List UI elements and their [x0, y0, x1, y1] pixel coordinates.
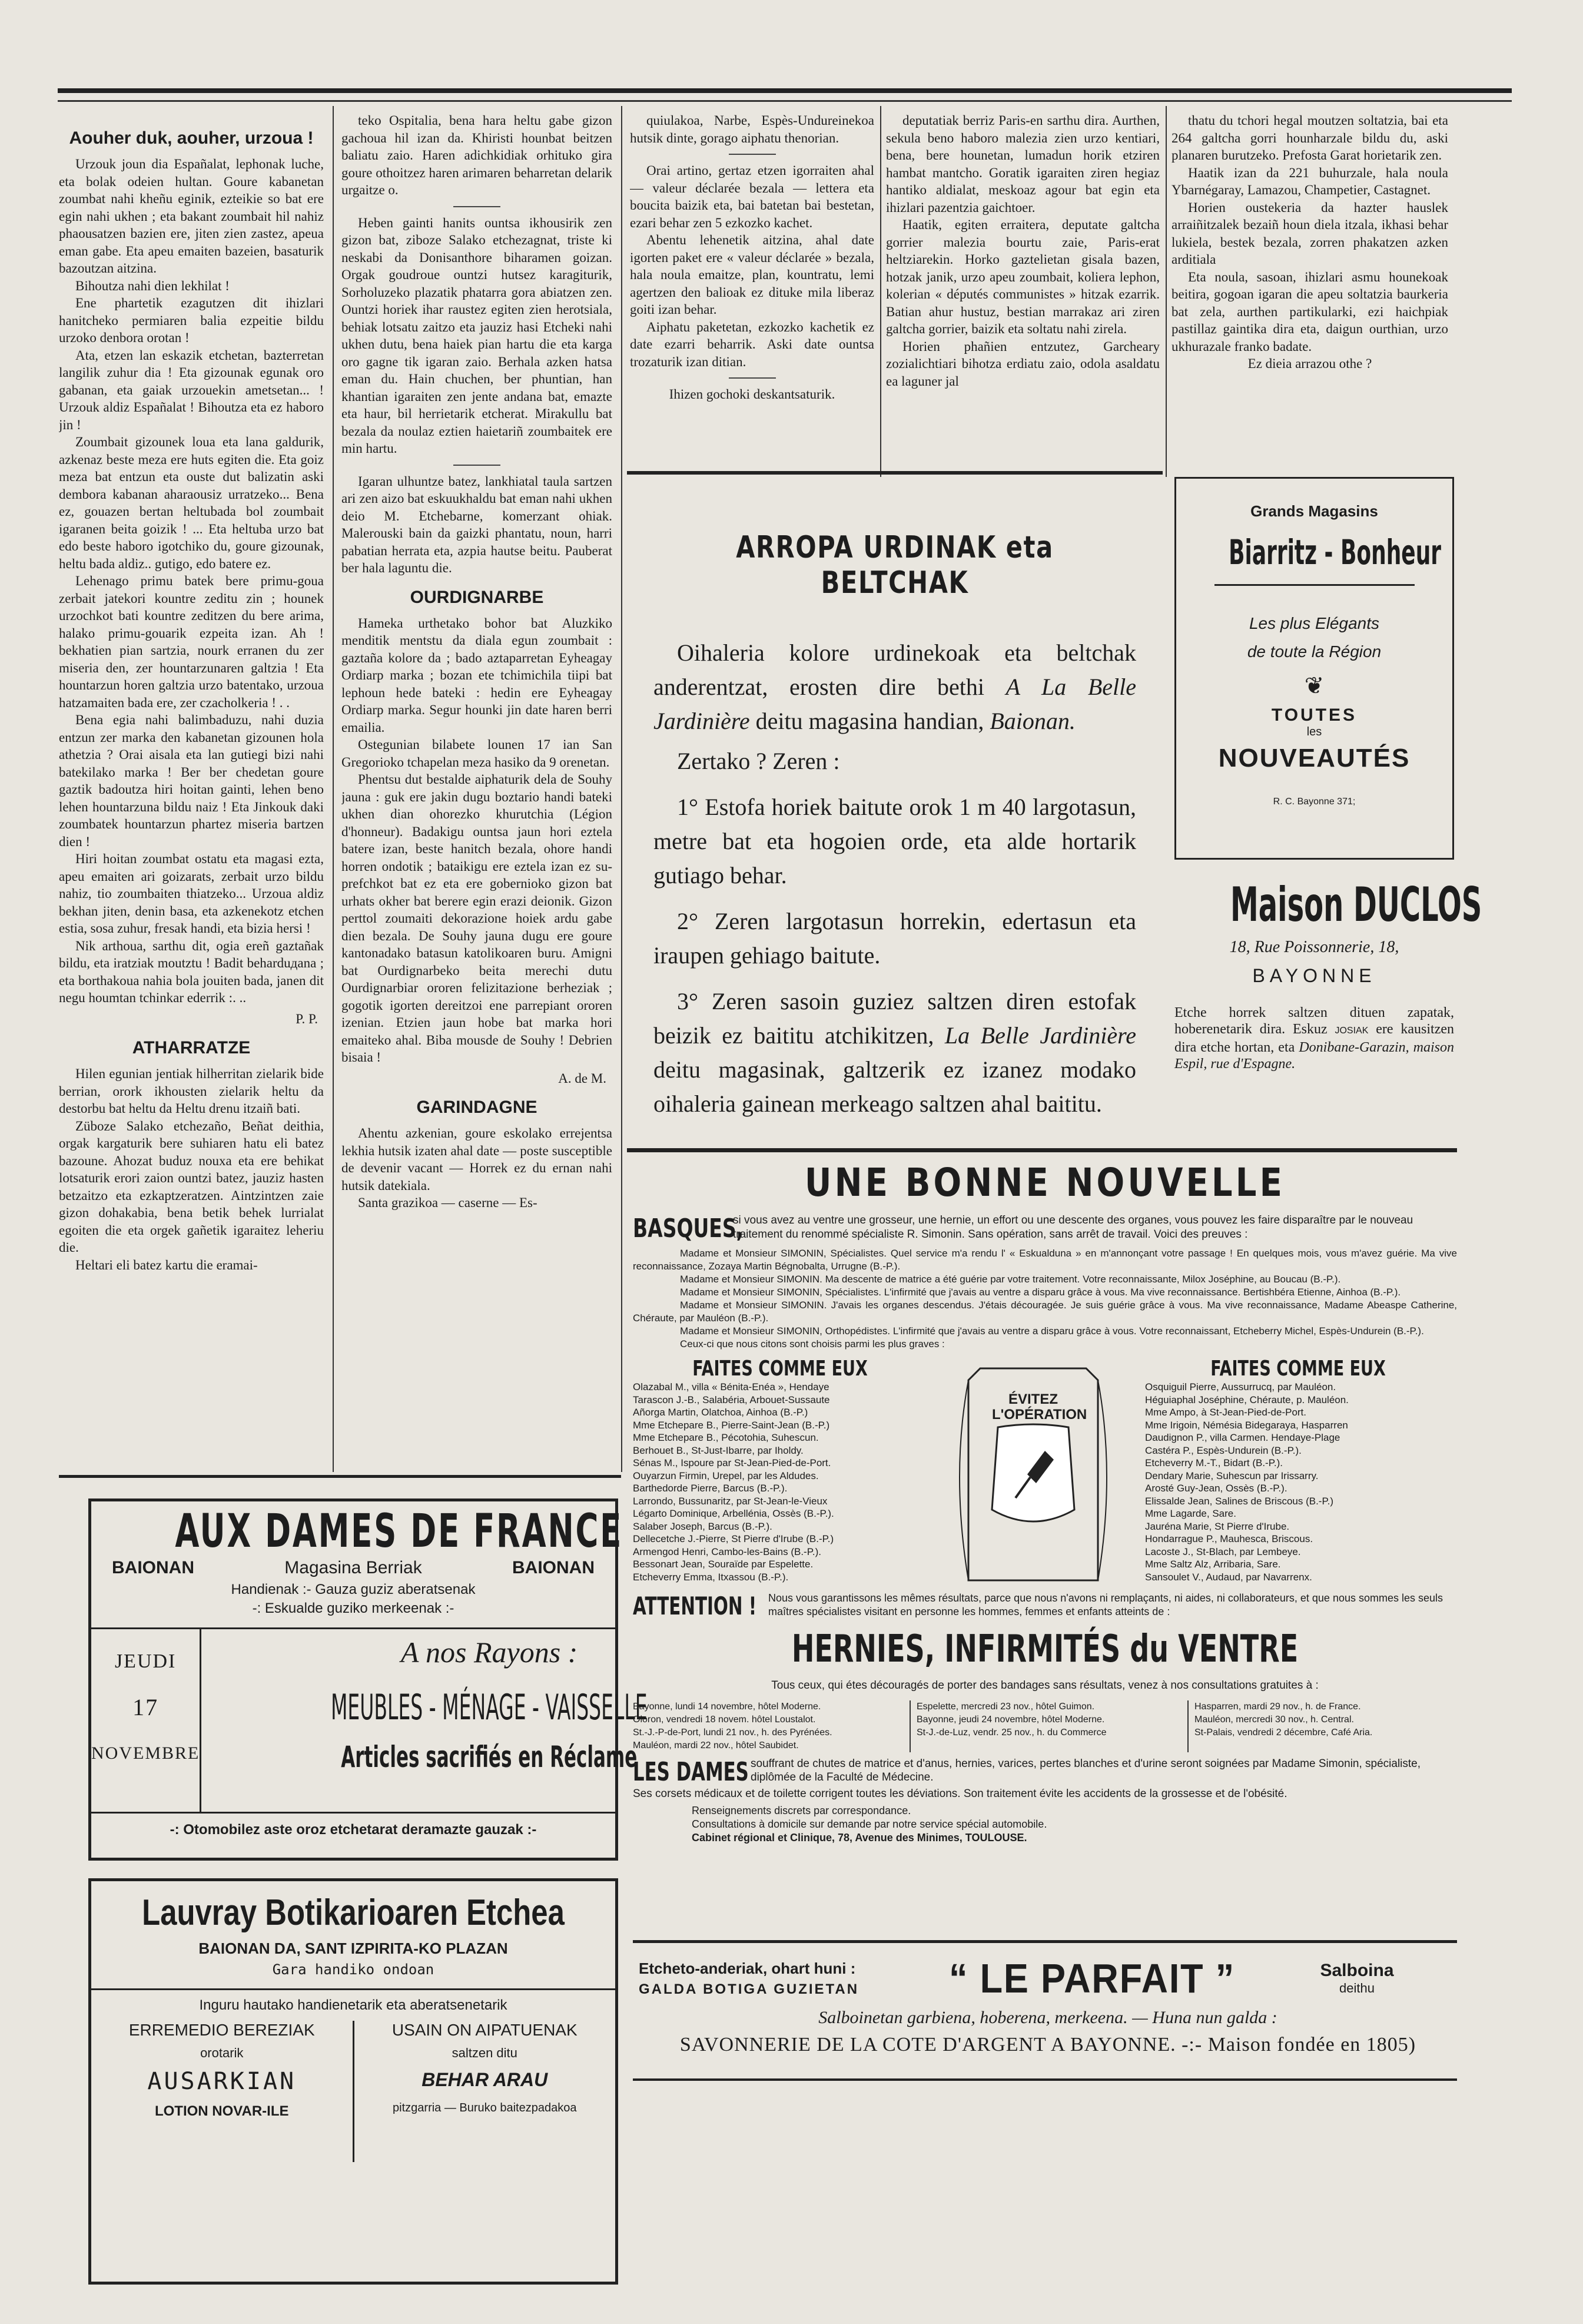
ad-biarritz-bonheur [1174, 477, 1454, 860]
paragraph: Hiri hoitan zoumbat ostatu eta magasi ezta, apeu emaiten ari goizarats, zerbait urzo bildu nahiz, tio zoumbaiten thiatzeko... Urzoua aldiz bekhan jiten, denin basa, eta azkenekotz etchen estia, sosa zuhur, fresak handi, eta bizia hersi ! [59, 851, 324, 936]
paragraph: teko Ospitalia, bena hara heltu gabe gizon gachoua hil izan da. Khiristi hounbat beitzen baliatu zaio. Haren adichkidiak orhituko gira goure othoitzez haren arimaren beharretan delarik urgaitze o. [341, 113, 612, 197]
ad-text: SAVONNERIE DE LA COTE D'ARGENT A BAYONNE. -:- Maison fondée en 1805) [679, 2034, 1416, 2056]
list-item: Mme Saltz Alz, Arribaria, Sare. [1145, 1559, 1281, 1570]
paragraph: Züboze Salako etchezaño, Beñat deithia, orgak kargaturik bere suhiaren hatu eli batez bazoune. Ahozat buduz nouxa eta ere behikat lotsaturik erori zaion ountzi batez, jauziz hasten betzaitzo eta ezkaptzeratzen. Aintzintzen zaie gizon dohakabia, bena betik behek lurrialat egoiten die eta orgek gañetik igaraitez leheriu die. [59, 1118, 324, 1255]
ad-text: JOSIAK [1335, 1026, 1369, 1036]
paragraph: Bihoutza nahi dien lekhilat ! [75, 278, 230, 293]
column-divider [1166, 106, 1167, 477]
schedule-item: Mauléon, mercredi 30 nov., h. Central. [1194, 1715, 1354, 1725]
info-line: Consultations à domicile sur demande par notre service spécial automobile. [692, 1818, 1047, 1830]
schedule-item: Mauléon, mardi 22 nov., hôtel Saubidet. [633, 1740, 799, 1751]
paragraph: Urzouk joun dia Españalat, lephonak luche, eta bolak odeien hultan. Goure kabanetan zoumbat nahi kheñu eginik, ezteikie so bat ere egin nahi ukhen ; eta bakant zoumbait hil nahiz phaousatzen bazien ere, jiten zien zastez, apeua eman gabe. Eta apeu emaiten bazeien, basaturik bazoutzan aitzina. [59, 157, 324, 276]
ad-text: BAYONNE [1252, 965, 1376, 986]
list-item: Elissalde Jean, Salines de Briscous (B.-P.) [1145, 1495, 1334, 1507]
ad-text: deithu [1339, 1981, 1375, 1995]
fleur-icon: ❦ [1304, 672, 1325, 699]
column-divider [333, 106, 334, 1472]
paragraph: Aiphatu paketetan, ezkozko kachetik ez date ezarri beharrik. Aski date ountsa trozaturik izan ditian. [630, 319, 874, 369]
top-rule [58, 88, 1512, 93]
illustration [927, 1357, 1139, 1589]
testimonial: Madame et Monsieur SIMONIN, Orthopédistes. L'infirmité que j'avais au ventre a disparu grâce à vous. Votre reconnaissant, Etcheberry Michel, Espès-Undurein (B.-P.). [680, 1325, 1424, 1337]
ad-subtitle: Grands Magasins [1250, 502, 1378, 520]
testimonial: Madame et Monsieur SIMONIN. Ma descente de matrice a été guérie par votre traitement. Votre reconnaissante, Milox Joséphine, au Boucau (B.-P.). [680, 1274, 1341, 1285]
ad-text: de toute la Région [1247, 642, 1382, 661]
list-item: Añorga Martin, Olatchoa, Ainhoa (B.-P.) [633, 1407, 808, 1418]
ad-text: ERREMEDIO BEREZIAK [128, 2021, 315, 2039]
ad-text: Salboinetan garbiena, hoberena, merkeena. — Huna nun galda : [818, 2008, 1277, 2027]
ad-text-italic: La Belle Jardinière [944, 1022, 1136, 1049]
ad-text: A nos Rayons : [400, 1636, 578, 1669]
ad-title: Lauvray Botikarioaren Etchea [142, 1892, 565, 1933]
ad-text: Tous ceux, qui étes découragés de porter des bandages sans résultats, venez à nos consultations gratuites à : [771, 1679, 1319, 1692]
ad-text: 1° Estofa horiek baitute orok 1 m 40 largotasun, metre bat eta hogoien orde, eta alde hortarik gutiago behar. [653, 794, 1136, 889]
ad-title: UNE BONNE NOUVELLE [804, 1160, 1286, 1205]
faites-block [633, 1357, 1457, 1589]
ad-text: R. C. Bayonne 371; [1273, 797, 1356, 807]
paragraph: thatu du tchori hegal moutzen soltatzia, bai eta 264 galtcha gorri hounharzale bildu du, aski planaren burutzeko. Prefosta Garat horietarik zen. [1172, 113, 1448, 163]
date-month: NOVEMBRE [91, 1743, 200, 1763]
right-list [1145, 1381, 1451, 1583]
ad-title: AUX DAMES DE FRANCE [175, 1505, 623, 1558]
paragraph: deputatiak berriz Paris-en sarthu dira. Aurthen, sekula beno haboro malezia zien urzo kentiari, bena, bere hounetan, lumadun horik etziren hambat mantcho. Goratik igaraiten ziren hegiaz hantiko aldialat, meskoaz agour bat egin eta ihizlari pazentzia gaichtoer. [886, 113, 1160, 215]
section-title: ATHARRATZE [132, 1038, 251, 1057]
list-item: Mme Lagarde, Sare. [1145, 1508, 1236, 1519]
ad-text: deitu magasinak, galtzerik ez izanez modako oihaleria gainean merkeago saltzen ahal baititu. [653, 1056, 1136, 1117]
list-item: Mme Etchepare B., Pécotohia, Suhescun. [633, 1432, 819, 1443]
paragraph: Hilen egunian jentiak hilherritan zielarik bide berrian, orork ikhousten zielarik heltu da destorbu bat heltu da Heltu drenu itzaiñ bati. [59, 1066, 324, 1116]
ad-maison-duclos [1174, 877, 1482, 1125]
list-item: Tarascon J.-B., Salabéria, Arbouet-Sussaute [633, 1394, 830, 1405]
ad-text: TOUTES [1271, 705, 1358, 725]
ad-text: BAIONAN DA, SANT IZPIRITA-KO PLAZAN [198, 1940, 508, 1957]
list-item: Sansoulet V., Audaud, par Navarrenx. [1145, 1571, 1312, 1583]
paragraph: Santa grazikoa — caserne — Es- [358, 1195, 537, 1210]
ad-title: ARROPA URDINAK eta BELTCHAK [736, 530, 1054, 601]
column-5 [1172, 112, 1448, 442]
paragraph: Horien oustekeria da hazter hauslek arraiñitzalek bezaiñ houn diela itzala, ikhasi behar lukiela, bestek bezala, zorren phakatzen azken arditiala [1172, 200, 1448, 267]
paragraph: Ene phartetik ezagutzen dit ihizlari hanitcheko permiaren balia ezpeitie bildu urzoko denbora orotan ! [59, 296, 324, 345]
testimonial: Madame et Monsieur SIMONIN, Spécialistes. L'infirmité que j'avais au ventre a disparu grâce à vous. Ma vive reconnaissance. Bertishbéra Etienne, Ainhoa (B.-P.). [680, 1287, 1401, 1298]
ad-aux-dames-de-france [88, 1499, 648, 1861]
section-rule [627, 471, 1163, 475]
separator [453, 206, 500, 207]
list-item: Lacoste J., St-Blach, par Lembeye. [1145, 1546, 1301, 1557]
divider [91, 1812, 615, 1814]
ad-le-parfait [639, 1955, 1457, 2073]
paragraph: Horien phañien entzutez, Garcheary zozialichtiari bihotza erdiatu zaio, odola asaldatu ea laguner jal [886, 339, 1160, 389]
ad-text: -: Otomobilez aste oroz etchetarat deramazte gauzak :- [170, 1822, 537, 1838]
ad-text: GALDA BOTIGA GUZIETAN [639, 1981, 859, 1997]
paragraph: Zoumbait gizounek loua eta lana galdurik, azkenaz beste meza ere huts egiten die. Eta goiz meza bat entzun eta ouste dut balizatin aski dembora kabanan aharaousiz urratzeko... Bena ez, gouazen bertan heltubada bol zoumbait igaranen beita goizik ! ... Eta heltuba urzo bat edo beste haboro igotchiko du, goure gizounak, heltu bada aldiz.. gutigo, edo batere ez. [59, 435, 324, 571]
top-rule-thin [58, 100, 1512, 102]
faites-heading: FAITES COMME EUX [1210, 1357, 1386, 1381]
ad-text: Magasina Berriak [284, 1558, 422, 1577]
paragraph: Orai artino, gertaz etzen igorraiten ahal — valeur déclarée bezala — lettera eta boucita baizik eta, bai batetan bai bestetan, ezari behar zen 5 ezkozko kachet. [630, 163, 874, 230]
ad-text: USAIN ON AIPATUENAK [391, 2021, 578, 2039]
header-row [91, 1558, 615, 1578]
separator [729, 377, 776, 379]
date-number: 17 [132, 1694, 159, 1720]
info-line: Renseignements discrets par correspondance. [692, 1805, 911, 1816]
section-rule [59, 1475, 621, 1478]
ad-text: orotarik [200, 2045, 244, 2060]
caption-line: ÉVITEZ [1008, 1391, 1058, 1407]
attention-heading: ATTENTION ! [633, 1592, 757, 1620]
article-title: Aouher duk, aouher, urzoua ! [69, 128, 314, 148]
section-rule [633, 1940, 1457, 1943]
testimonial: Ceux-ci que nous citons sont choisis parmi les plus graves : [680, 1338, 945, 1350]
section-title: GARINDAGNE [416, 1098, 537, 1117]
ad-text: saltzen ditu [452, 2045, 517, 2060]
date-block [91, 1629, 201, 1812]
column-divider [621, 106, 622, 1472]
separator [729, 154, 776, 155]
ad-text: ere kausitzen dira etche hortan, eta [1174, 1022, 1455, 1055]
column-4 [886, 112, 1160, 459]
list-item: Ouyarzun Firmin, Urepel, par les Aldudes. [633, 1470, 819, 1481]
ad-text: Nous vous garantissons les mêmes résultats, parce que nous n'avons ni remplaçants, ni aides, ni collaborateurs, et que nous sommes les seuls maîtres spécialistes visitant en personne les hommes, femmes et enfants atteints de : [768, 1592, 1443, 1617]
illustration-caption [992, 1391, 1087, 1423]
faites-heading: FAITES COMME EUX [692, 1357, 868, 1381]
caption-line: L'OPÉRATION [992, 1407, 1087, 1423]
paragraph: Bena egia nahi balimbaduzu, nahi duzia entzun zer marka den kabanetan gizounen hola athetzia ? Orai aisala eta lan gutiegi bizi nahi batekilako marka ! Ber ber chedetan goure gaztik badoutza hiri hoitan gainti, lehen beno lehen hountarzuna bildu naiz ! Eta Jinkouk daki zoumbatek hountarzun phartez miseria bartzen dien ! [59, 712, 324, 849]
ad-text: Zertako ? Zeren : [677, 748, 840, 774]
paragraph: Abentu lehenetik aitzina, ahal date igorten paket ere « valeur déclarée » bezala, hala noula emaitze, plan, kountratu, lemi agertzen den balioak ez dituke mila liberaz goiti izan behar. [630, 233, 874, 317]
paragraph: Haatik izan da 221 buhurzale, hala noula Ybarnégaray, Lamazou, Champetier, Castagnet. [1172, 165, 1448, 197]
ad-text: Handienak :- Gauza guziz aberatsenak [231, 1582, 476, 1597]
list-item: Héguiaphal Joséphine, Chéraute, p. Mauléon. [1145, 1394, 1349, 1405]
ad-text: NOUVEAUTÉS [1218, 744, 1411, 773]
signature: A. de M. [558, 1070, 606, 1086]
ad-title: Maison DUCLOS [1230, 877, 1482, 932]
ad-text: si vous avez au ventre une grosseur, une hernie, un effort ou une descente des organes, vous pouvez les faire disparaître par le nouveau traitement du renommé spécialiste R. Simonin. Sans opération, sans arrêt de travail. Voici des preuves : [733, 1214, 1413, 1241]
list-item: Arosté Guy-Jean, Ossès (B.-P.). [1145, 1483, 1287, 1494]
list-item: Mme Etchepare B., Pierre-Saint-Jean (B.-P.) [633, 1419, 830, 1431]
ad-body [1174, 1004, 1454, 1072]
list-item: Castéra P., Espès-Undurein (B.-P.). [1145, 1444, 1302, 1456]
schedule-item: St-J.-de-Luz, vendr. 25 nov., h. du Commerce [917, 1728, 1107, 1738]
section-rule [633, 2078, 1457, 2081]
ad-text: souffrant de chutes de matrice et d'anus, hernies, varices, pertes blanches et d'urine seront soignées par Madame Simonin, spécialiste, diplômée de la Faculté de Médecine. [751, 1758, 1421, 1783]
schedule-item: Bayonne, lundi 14 novembre, hôtel Moderne. [633, 1702, 821, 1712]
list-item: Dellecetche J.-Pierre, St Pierre d'Irube (B.-P.) [633, 1533, 834, 1544]
paragraph: Ata, etzen lan eskazik etchetan, bazterretan langilik zuhur dia ! Eta gizounak egunak oro gabanan, eta gaiak urzouekin ametsetan... ! Urzouk aldiz Españalat ! Bihoutza eta ez haboro jin ! [59, 347, 324, 432]
list-item: Daudignon P., villa Carmen. Hendaye-Plage [1145, 1432, 1340, 1443]
ad-text: Articles sacrifiés en Réclame [341, 1740, 638, 1774]
middle-row [91, 1629, 648, 1812]
list-item: Barthedorde Pierre, Barcus (B.-P.). [633, 1483, 788, 1494]
attention-block [633, 1592, 1457, 1620]
ad-text: Inguru hautako handienetarik eta aberatsenetarik [199, 1997, 507, 2013]
ad-text: BEHAR ARAU [422, 2069, 548, 2090]
list-item: Jauréna Marie, St Pierre d'Irube. [1145, 1520, 1290, 1532]
ad-text: AUSARKIAN [147, 2068, 297, 2095]
list-item: Etcheverry Emma, Itxassou (B.-P.). [633, 1571, 789, 1583]
ad-text-italic: Baionan. [990, 708, 1076, 734]
testimonial: Madame et Monsieur SIMONIN, Spécialistes. Quel service m'a rendu l' « Eskualduna » en m'annonçant votre passage ! En quelques mois, vous m'avez guérie. Ma vive reconnaissance, Zozaya Martin Bégnobalta, Urrugne (B.-P.). [633, 1248, 1457, 1272]
list-item: Sénas M., Ispoure par St-Jean-Pied-de-Port. [633, 1457, 831, 1468]
ad-text: Oihaleria kolore urdinekoak eta beltchak anderentzat, erosten dire bethi [653, 639, 1136, 700]
hernies-heading: HERNIES, INFIRMITÉS du VENTRE [791, 1627, 1299, 1671]
rayons-block [201, 1629, 777, 1812]
schedule-item: Bayonne, jeudi 24 novembre, hôtel Moderne. [917, 1715, 1105, 1725]
ad-text: deitu magasina handian, [755, 708, 984, 734]
parfait-row [639, 1955, 1457, 2002]
list-item: Osquiguil Pierre, Aussurrucq, par Mauléon. [1145, 1381, 1336, 1393]
left-block [91, 2021, 354, 2162]
lauvray-columns [91, 2021, 615, 2162]
list-item: Etcheverry M.-T., Bidart (B.-P.). [1145, 1457, 1283, 1468]
paragraph: Nik arthoua, sarthu dit, ogia ereñ gaztañak bildu, eta iratziak moutztu ! Badit beharduдana ; eta borthakoua nahia bola jouiten bada, janen dit negu houmtan tchinkar ederrik :. .. [59, 938, 324, 1005]
list-item: Berhouet B., St-Just-Ibarre, par Iholdy. [633, 1444, 804, 1456]
ad-text: Etche horrek saltzen dituen zapatak, hoberenetarik dira. Eskuz [1174, 1005, 1454, 1037]
column-divider [880, 106, 881, 477]
schedule-item: St.-J.-P-de-Port, lundi 21 nov., h. des Pyrénées. [633, 1728, 832, 1738]
ad-text-italic: A La Belle Jardinière [653, 674, 1137, 734]
column-3 [630, 112, 874, 459]
ad-text: -: Eskualde guziko merkeenak :- [252, 1600, 454, 1616]
paragraph: Ostegunian bilabete lounen 17 ian San Gregorioko tchapelan meza hasiko da 9 orenetan. [341, 737, 612, 770]
list-item: Bessonart Jean, Souraïde par Espelette. [633, 1559, 814, 1570]
paragraph: Ahentu azkenian, goure eskolako errejentsa lekhia hutsik izaten ahal date — poste susceptible de devenir vacant — Horrek ez du ernan nahi hutsik datekiala. [341, 1126, 612, 1193]
ad-text: BAIONAN [512, 1558, 595, 1577]
signature: P. P. [296, 1011, 318, 1026]
ad-text: LOTION NOVAR-ILE [154, 2103, 289, 2119]
date-day: JEUDI [114, 1650, 177, 1672]
ad-text: 3° Zeren sasoin guziez saltzen diren estofak beizik ez baititu atchikitzen, [653, 988, 1136, 1049]
paragraph: Igaran ulhuntze batez, lankhiatal taula sartzen ari zen aizo bat eskuukhaldu bat eman nahi ukhen deio M. Etchebarne, komerzant ohiak. Malerouski bain da gaizki phantatu, noun, harri pabatian herrata eta, azpia hautse beitu. Pauberat ber hala laguntu die. [341, 473, 612, 575]
paragraph: Haatik, egiten erraitera, deputate galtcha gorrier malezia bourtu zaie, Paris-erat heltziarekin. Horko gaztelietan gisala bazen, hotzak janik, urzo apeu zoumbait, koliera lephon, kolerian « députés communistes » hitzak ezarrik. Batian ahur hustuz, bestian marrakaz ari ziren galtcha gorrier, baizik eta soltatu nahi zirela. [886, 217, 1160, 336]
ad-lauvray [88, 1878, 618, 2285]
paragraph: Lehenago primu batek bere primu-goua zerbait jatekori kountre zeditu zin ; hounek urzochkot bati kountre zeditzen du bere arima, halako primu-gouarik ezpeita izan. Ah ! bekhatien pian sartzia, nourk erranen du zer miseria den, zer hountarzunaren galtzia ! Eta hountarzun horen galtzia urzo batentako, urzoua hatzamaiten bada ere, zer czacholkeria ! . . [59, 573, 324, 710]
intro [633, 1214, 1457, 1244]
separator [453, 465, 500, 466]
paragraph: Heben gainti hanits ountsa ikhousirik zen gizon bat, ziboze Salako etchezagnat, triste ki neskabi da Donisanthore biharamen goizan. Orgak goudroue ountzi hutsez karagiturik, Sorholuzeko plazatik phatarra gora abiatzen zen. Ountzi horiek ihar raustez egiten zien herotsiala, behiak lotsatu zaitzo eta jauziz hasi Etcheki nahi ukhen dutu, bena haiek pian hartu die eta karga oro gagne tik igaran zaio. Berhala azken hatsa eman du. Hain chuchen, ber phuntian, han khantian igaraiten zen jente andana bat, emazte eta haur, bil herrietarik etcherat. Mirakullu bat bezala da noulaz eztien haietariñ zoumbaitek ere min hartu. [341, 215, 612, 456]
testimonial: Madame et Monsieur SIMONIN. J'avais les organes descendus. J'étais découragée. Je suis guérie grâce à vous. Ma vive reconnaissance, Madame Abeaspe Catherine, Chéraute, par Mauléon (B.-P.). [633, 1299, 1457, 1324]
ad-text: Ses corsets médicaux et de toilette corrigent toutes les déviations. Son traitement évite les accidents de la grossesse et de l'obésité. [633, 1788, 1287, 1800]
paragraph: Phentsu dut bestalde aiphaturik dela de Souhy jauna : guk ere jakin dugu boztario handi bateki ukhen dian ohorezko khurutchia (Légion d'honneur). Badakigu ountsa jaun hori eztela batere izan, beste hanitch bezala, ohore handi horren ondotik ; bataikigu ere eztela izan ez su-prefchkot bat ez eta ere gobernioko gizon bat urhats okher bat berere egin erazi deionik. Gizon perttol zoumaiti dekorazione hoiek ardu gabe dien bezala. De Souhy jauna dugu ere goure kantonadako batasun katolikoaren buru. Amigni bat Ourdignarbeko beita merechi dutu Ourdignarbiar ororen felizitazione berheziak ; gogotik igorten dereitzoi ene parrepiant ororen izenian. Etzien jaun hobe bat marka hori emaiteko ahal. Biba mousde de Souhy ! Debrien bisaia ! [341, 772, 612, 1065]
column-2 [341, 112, 612, 1472]
ad-text: Etcheto-anderiak, ohart huni : [639, 1959, 856, 1977]
info-line: Cabinet régional et Clinique, 78, Avenue des Minimes, TOULOUSE. [692, 1832, 1027, 1844]
ad-text: Gara handiko ondoan [272, 1961, 434, 1978]
basques-heading: BASQUES, [633, 1214, 744, 1244]
list-item: Légarto Dominique, Arbellénia, Ossès (B.-P.). [633, 1508, 834, 1519]
left-list [633, 1381, 927, 1583]
testimonials [633, 1247, 1457, 1351]
section-title: OURDIGNARBE [410, 587, 544, 607]
schedule-item: Hasparren, mardi 29 nov., h. de France. [1194, 1702, 1361, 1712]
ad-text: MEUBLES - MÉNAGE - VAISSELLE [331, 1687, 648, 1728]
list-item: Mme Irigoin, Némésia Bidegaraya, Hasparren [1145, 1419, 1348, 1431]
divider [1214, 584, 1415, 586]
ad-text: Les plus Elégants [1249, 614, 1380, 632]
ad-text: 2° Zeren largotasun horrekin, edertasun eta iraupen gehiago baitute. [653, 908, 1136, 969]
ad-text-italic: Donibane-Garazin, maison Espil, rue d'Espagne. [1174, 1040, 1454, 1072]
list-item: Armengod Henri, Cambo-les-Bains (B.-P.). [633, 1546, 821, 1557]
list-item: Olazabal M., villa « Bénita-Enéa », Hendaye [633, 1381, 829, 1393]
ad-text: 18, Rue Poissonnerie, 18, [1229, 938, 1399, 956]
ad-text: Salboina [1320, 1961, 1394, 1980]
dames-heading: LES DAMES [633, 1757, 749, 1787]
ad-text: pitzgarria — Buruko baitezpadakoa [393, 2101, 577, 2114]
right-block [354, 2021, 616, 2162]
ad-title: “ LE PARFAIT ” [948, 1955, 1236, 2001]
section-rule [627, 1148, 1457, 1152]
ad-arropa [653, 530, 1136, 1148]
schedule-item: St-Palais, vendredi 2 décembre, Café Aria. [1194, 1728, 1373, 1738]
list-item: Salaber Joseph, Barcus (B.-P.). [633, 1520, 772, 1532]
list-item: Hondarrague P., Mauhesca, Briscous. [1145, 1533, 1313, 1544]
paragraph: quiulakoa, Narbe, Espès-Undureinekoa hutsik dinte, gorago aiphatu thenorian. [630, 113, 874, 145]
column-1 [59, 118, 324, 1472]
schedule-item: Oloron, vendredi 18 novem. hôtel Loustalot. [633, 1715, 816, 1725]
closing-line: Ihizen gochoki deskantsaturik. [669, 387, 835, 402]
paragraph: Ez dieia arrazou othe ? [1247, 356, 1372, 371]
list-item: Larrondo, Bussunaritz, par St-Jean-le-Vieux [633, 1495, 828, 1507]
schedule-item: Espelette, mercredi 23 nov., hôtel Guimon. [917, 1702, 1095, 1712]
list-item: Mme Ampo, à St-Jean-Pied-de-Port. [1145, 1407, 1307, 1418]
renseignements [692, 1804, 1457, 1845]
ad-text: les [1306, 725, 1322, 738]
divider [91, 1988, 615, 1990]
ad-title: Biarritz - Bonheur [1229, 532, 1442, 572]
paragraph: Eta noula, sasoan, ihizlari asmu hounekoak beitira, gogoan igaran die apeu soltatzia baurkeria bat zela, aurthen partikularki, ezi haichpiak pastillaz gaintika dira eta, daigun ourthian, urzo ukhurazale franko badate. [1172, 269, 1448, 354]
ad-text: BAIONAN [112, 1558, 194, 1577]
list-item: Dendary Marie, Suhescun par Irissarry. [1145, 1470, 1319, 1481]
paragraph: Heltari eli batez kartu die eramai- [75, 1257, 258, 1272]
paragraph: Hameka urthetako bohor bat Aluzkiko menditik mentstu da diala egun zoumbait : gaztaña kolore da ; bado aztaparretan Eyheagay Ordiarp marka ; bozan ete tchimichila tiipi bat lephoun hede bateki : hedin ere Eyheagay Ordiarp marka. Segur hounki jin date haren berri emailia. [341, 615, 612, 735]
